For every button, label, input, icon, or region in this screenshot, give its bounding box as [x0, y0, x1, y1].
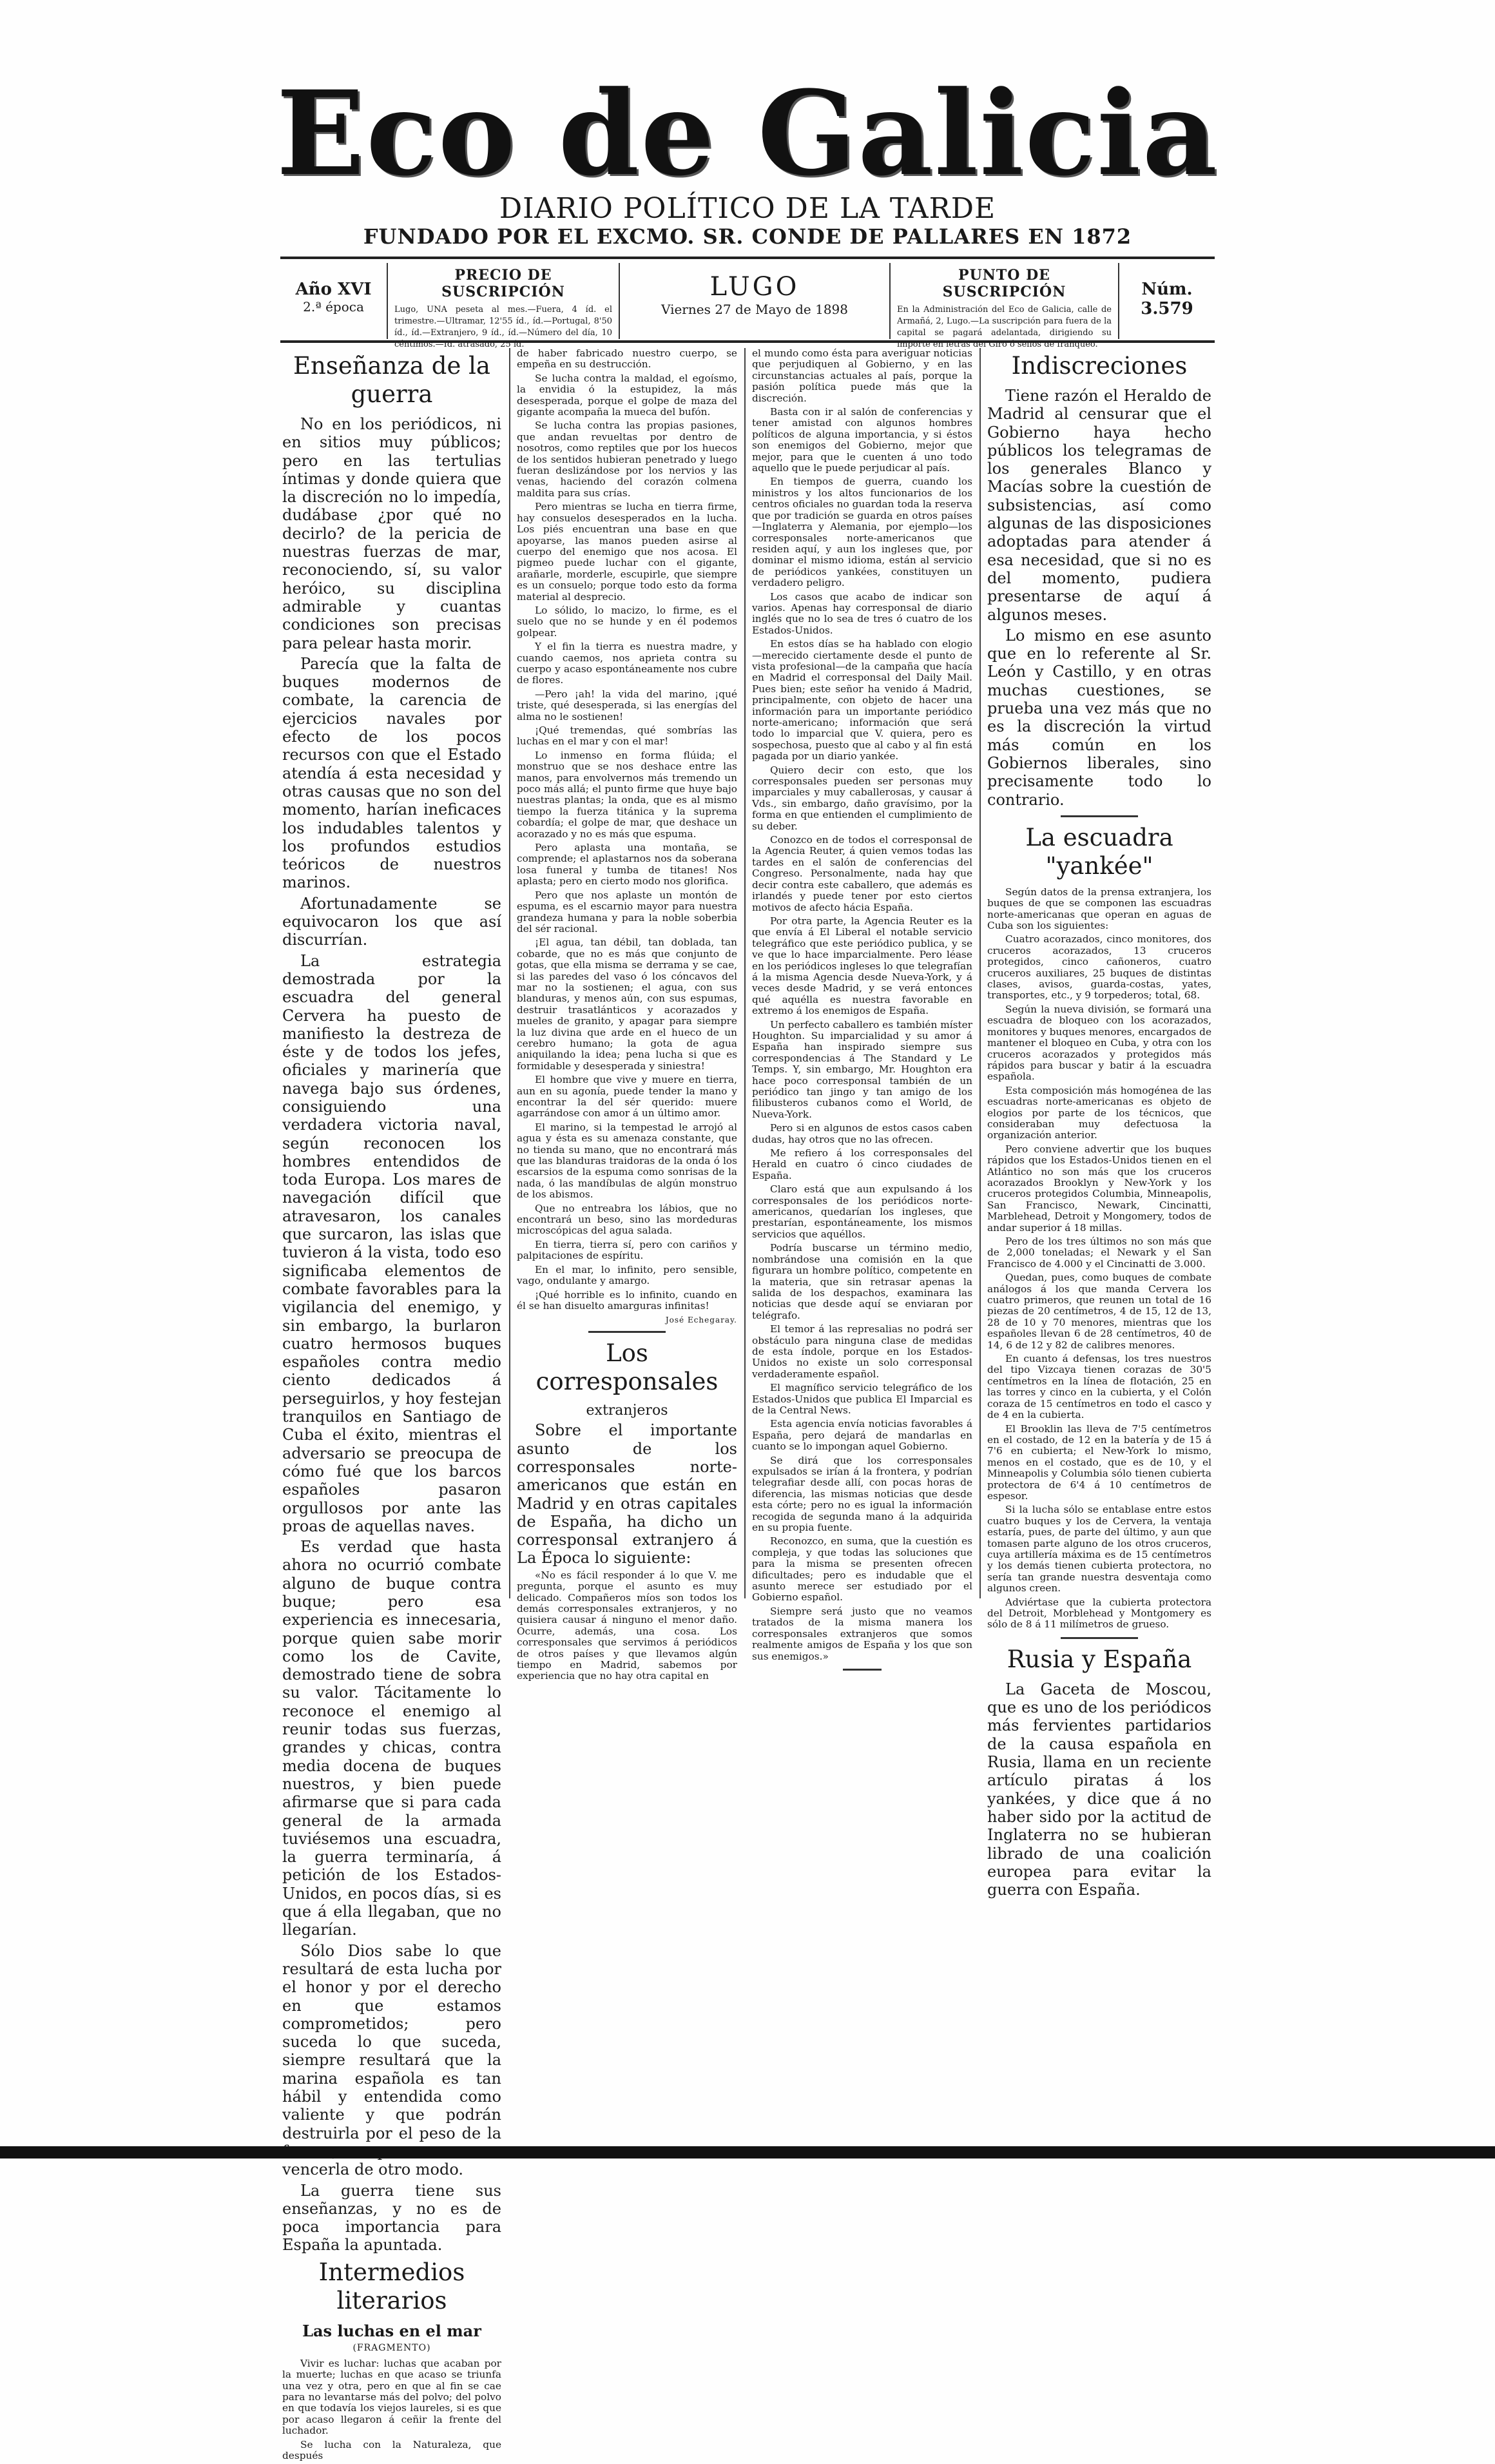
column-divider	[509, 348, 510, 1598]
paragraph: Lo inmenso en forma flúida; el monstruo que se nos deshace entre las manos, para envolvernos más tremendo un poco más allá; el punto firme que huye bajo nuestras plantas; la onda, que es al mismo tiempo la fuerza titánica y la suprema cobardía; el golpe de mar, que deshace un acorazado y no es más que espuma.	[517, 749, 737, 840]
paragraph: Y el fin la tierra es nuestra madre, y cuando caemos, nos aprieta contra su cuerpo y acaso espontáneamente nos cubre de flores.	[517, 641, 737, 686]
year-cell	[280, 263, 387, 339]
paragraph: Esta composición más homogénea de las escuadras norte-americanas es objeto de elogios por parte de los técnicos, que consideraban muy defectuosa la organización anterior.	[987, 1084, 1211, 1141]
info-bar	[280, 263, 1215, 349]
paragraph: «No es fácil responder á lo que V. me pregunta, porque el asunto es muy delicado. Compañeros míos son todos los demás corresponsales extranjeros, y no quisiera causar á ninguno el menor daño. Ocurre, además, una cosa. Los corresponsales que servimos á periódicos de otros países y que llevamos algún tiempo en Madrid, sabemos por experiencia que no hay otra capital en	[517, 1569, 737, 1682]
paragraph: Podría buscarse un término medio, nombrándose una comisión en la que figurara un hombre político, competente en la materia, que sin retrasar apenas la salida de los despachos, examinara las noticias que desde aquí se enviaran por telégrafo.	[752, 1242, 972, 1321]
separator-rule	[843, 1669, 882, 1671]
separator-rule	[588, 1331, 666, 1333]
paragraph: El marino, si la tempestad le arrojó al agua y ésta es su amenaza constante, que no tienda su mano, que no encontrará más que las blanduras traidoras de la onda ó los escarsios de la espuma como sonrisas de la nada, ó las mandíbulas de algún monstruo de los abismos.	[517, 1121, 737, 1201]
price-heading: PRECIO DE SUSCRIPCIÓN	[441, 267, 565, 300]
paragraph: Sobre el importante asunto de los corresponsales norte-americanos que están en Madrid y en otras capitales de España, ha dicho un corresponsal extranjero á La Época lo siguiente:	[517, 1421, 737, 1567]
paragraph: Se lucha contra la maldad, el egoísmo, la envidia ó la estupidez, la más desesperada, porque el golpe de maza del gigante acompaña la mueca del bufón.	[517, 372, 737, 418]
column-divider	[979, 348, 981, 1598]
paragraph: Por otra parte, la Agencia Reuter es la que envía á El Liberal el notable servicio telegráfico que este periódico publica, y se ve que lo hace imparcialmente. Pero léase en los periódicos ingleses lo que telegrafían á la misma Agencia desde Nueva-York, y á veces desde Madrid, y se verá entonces qué aquélla es nuestra favorable en extremo á los enemigos de España.	[752, 915, 972, 1017]
paragraph: El magnífico servicio telegráfico de los Estados-Unidos que publica El Imparcial es de la Central News.	[752, 1382, 972, 1416]
paragraph: Lo sólido, lo macizo, lo firme, es el suelo que no se hunde y en él podemos golpear.	[517, 604, 737, 639]
newspaper-title: Eco de Galicia	[276, 66, 1219, 202]
column-3	[752, 348, 972, 1677]
paragraph: En estos días se ha hablado con elogio—merecido ciertamente desde el punto de vista profesional—de la campaña que hacía en Madrid el corresponsal del Daily Mail. Pues bien; este señor ha venido á Madrid, principalmente, con objeto de hacer una información para un importante periódico norte-americano; información que será todo lo imparcial que V. quiera, pero es sospechosa, puesto que al cabo y al fin está pagada por un diario yankée.	[752, 638, 972, 762]
scan-bottom-edge	[0, 2146, 1495, 2158]
paragraph: Se dirá que los corresponsales expulsados se irían á la frontera, y podrían telegrafiar desde allí, con pocas horas de diferencia, las mismas noticias que desde esta córte; pero no es igual la información recogida de segunda mano á la adquirida en su propia fuente.	[752, 1454, 972, 1534]
header-rule-bottom	[280, 340, 1215, 343]
paragraph: Afortunadamente se equivocaron los que así discurrían.	[282, 894, 501, 949]
article-heading: Intermedios literarios	[318, 2258, 465, 2314]
paragraph: En cuanto á defensas, los tres nuestros del tipo Vizcaya tienen corazas de 30'5 centímetros en la línea de flotación, 25 en las torres y cinco en la cubierta, y el Colón coraza de 15 centímetros en todo el casco y de 4 en la cubierta.	[987, 1353, 1211, 1421]
point-body: En la Administración del Eco de Galicia, calle de Armañá, 2, Lugo.—La suscripción para fuera de la capital se pagará adelantada, dirigiendo su importe en letras del Giro ó sellos de franqueo.	[897, 305, 1112, 349]
paragraph: Claro está que aun expulsando á los corresponsales de los periódicos norte-americanos, quedarían los ingleses, que prestarían, espontáneamente, los mismos servicios que aquéllos.	[752, 1183, 972, 1240]
paragraph: Lo mismo en ese asunto que en lo referente al Sr. León y Castillo, y en otras muchas cuestiones, se prueba una vez más que no es la discreción la virtud más común en los Gobiernos liberales, sino precisamente todo lo contrario.	[987, 626, 1211, 809]
paragraph: Pero aplasta una montaña, se comprende; el aplastarnos nos da soberana losa funeral y tumba de titanes! Nos aplasta; pero en cierto modo nos glorifica.	[517, 842, 737, 888]
year-label: Año XVI	[295, 280, 372, 299]
paragraph: La guerra tiene sus enseñanzas, y no es de poca importancia para España la apuntada.	[282, 2181, 501, 2255]
paragraph: Pero de los tres últimos no son más que de 2,000 toneladas; el Newark y el San Francisco de 4.000 y el Cincinatti de 3.000.	[987, 1236, 1211, 1270]
city-label: LUGO	[709, 272, 800, 302]
column-2	[517, 348, 737, 1685]
paragraph: el mundo como ésta para averiguar noticias que perjudiquen al Gobierno, y en las circunstancias actuales al país, porque la pasión política puede más que la discreción.	[752, 347, 972, 404]
article-heading: La escuadra "yankée"	[1025, 823, 1173, 880]
paragraph: Quiero decir con esto, que los corresponsales pueden ser personas muy imparciales y muy caballerosas, y causar á Vds., sin embargo, daño gravísimo, por la forma en que entienden el cumplimiento de su deber.	[752, 764, 972, 832]
article-heading: Rusia y España	[1007, 1645, 1192, 1673]
paragraph: Pero mientras se lucha en tierra firme, hay consuelos desesperados en la lucha. Los piés encuentran una base en que apoyarse, las manos pueden asirse al cuerpo del enemigo que nos acosa. El pigmeo puede luchar con el gigante, arañarle, morderle, escupirle, que siempre es un consuelo; porque todo esto da forma material al desprecio.	[517, 501, 737, 603]
issue-number: Núm. 3.579	[1141, 280, 1193, 318]
paragraph: El Brooklin las lleva de 7'5 centímetros en el costado, de 12 en la batería y de 15 á 7'6 en cubierta; el New-York lo mismo, menos en el costado, que es de 10, y el Minneapolis y Columbia sólo tienen cubierta protectora de 6'4 á 10 centímetros de espesor.	[987, 1422, 1211, 1502]
city-date-cell	[619, 263, 889, 339]
paragraph: Se lucha contra las propias pasiones, que andan revueltas por dentro de nosotros, como reptiles que por los huecos de los sentidos hubieran penetrado y luego fueran deslizándose por los nervios y las venas, haciendo del corazón colmena maldita para sus crías.	[517, 420, 737, 499]
price-cell	[387, 263, 619, 349]
article-subheading: extranjeros	[586, 1402, 668, 1419]
paragraph: Conozco en de todos el corresponsal de la Agencia Reuter, á quien vemos todas las tardes en el salón de conferencias del Congreso. Personalmente, nada hay que decir contra este caballero, que además es irlandés y puede tener por esto ciertos motivos de afecto hácia España.	[752, 834, 972, 913]
paragraph: Pero que nos aplaste un montón de espuma, es el escarnio mayor para nuestra grandeza humana y para la noble soberbia del sér racional.	[517, 889, 737, 935]
paragraph: La estrategia demostrada por la escuadra del general Cervera ha puesto de manifiesto la destreza de éste y de todos los jefes, oficiales y marinería que navega bajo sus órdenes, consiguiendo una verdadera victoria naval, según reconocen los hombres entendidos de toda Europa. Los mares de navegación difícil que atravesaron, los canales que surcaron, las islas que tuvieron á la vista, todo eso significaba elementos de combate favorables para la vigilancia del enemigo, y sin embargo, la burlaron cuatro hermosos buques españoles contra medio ciento dedicados á perseguirlos, y hoy festejan tranquilos en Santiago de Cuba el éxito, mientras el adversario se preocupa de cómo fué que los barcos españoles pasaron orgullosos por ante las proas de aquellas naves.	[282, 951, 501, 1535]
newspaper-subtitle: DIARIO POLÍTICO DE LA TARDE	[499, 192, 996, 225]
paragraph: El temor á las represalias no podrá ser obstáculo para ninguna clase de medidas de esta índole, porque en los Estados-Unidos no existe un solo corresponsal verdaderamente español.	[752, 1323, 972, 1380]
subscription-point-cell	[889, 263, 1118, 349]
paragraph: Cuatro acorazados, cinco monitores, dos cruceros acorazados, 13 cruceros protegidos, cinco cañoneros, cuatro cruceros auxiliares, 25 buques de distintas clases, avisos, guarda-costas, yates, transportes, etc., y 9 torpederos; total, 68.	[987, 933, 1211, 1002]
paragraph: Según datos de la prensa extranjera, los buques de que se componen las escuadras norte-americanas que operan en aguas de Cuba son los siguientes:	[987, 886, 1211, 932]
number-cell	[1118, 263, 1215, 339]
paragraph: Se lucha con la Naturaleza, que después	[282, 2438, 501, 2461]
paragraph: Adviértase que la cubierta protectora del Detroit, Morblehead y Montgomery es sólo de 8 á 11 milímetros de grueso.	[987, 1596, 1211, 1631]
founded-line: FUNDADO POR EL EXCMO. SR. CONDE DE PALLARES EN 1872	[363, 224, 1132, 249]
paragraph: Parecía que la falta de buques modernos de combate, la carencia de ejercicios navales por efecto de los pocos recursos con que el Estado atendía á esta necesidad y otras causas que no son del momento, harían ineficaces los indudables talentos y los profundos estudios teóricos de nuestros marinos.	[282, 654, 501, 892]
paragraph: Tiene razón el Heraldo de Madrid al censurar que el Gobierno haya hecho públicos los telegramas de los generales Blanco y Macías sobre la cuestión de subsistencias, así como algunas de las disposiciones adoptadas para atender á esa necesidad, que si no es del momento, pudiera presentarse de aquí á algunos meses.	[987, 387, 1211, 624]
header-rule-top	[280, 257, 1215, 259]
column-divider	[744, 348, 746, 1598]
paragraph: Pero si en algunos de estos casos caben dudas, hay otros que no las ofrecen.	[752, 1122, 972, 1145]
paragraph: ¡El agua, tan débil, tan doblada, tan cobarde, que no es más que conjunto de gotas, que ella misma se derrama y se cae, si las paredes del vaso ó los cóncavos del mar no la sostienen; el agua, con sus blanduras, y menos aún, con sus espumas, destruir trasatlánticos y acorazados y mueles de granito, y apagar para siempre la luz divina que arde en el hueco de un cerebro humano; la gota de agua aniquilando la idea; pena lucha si que es formidable y desesperada y siniestra!	[517, 936, 737, 1072]
paragraph: Siempre será justo que no veamos tratados de la misma manera los corresponsales extranjeros que somos realmente amigos de España y los que son sus enemigos.»	[752, 1605, 972, 1662]
paragraph: Quedan, pues, como buques de combate análogos á los que manda Cervera los cuatro primeros, que reunen un total de 16 piezas de 20 centímetros, 4 de 15, 12 de 13, 28 de 10 y 70 menores, mientras que los españoles llevan 6 de 28 centímetros, 40 de 14, 6 de 12 y 82 de calibres menores.	[987, 1272, 1211, 1351]
paragraph: La Gaceta de Moscou, que es uno de los periódicos más fervientes partidarios de la causa española en Rusia, llama en un reciente artículo piratas á los yankées, y dice que á no haber sido por la actitud de Inglaterra no se hubieran librado de una coalición europea para evitar la guerra con España.	[987, 1680, 1211, 1899]
paragraph: Según la nueva división, se formará una escuadra de bloqueo con los acorazados, monitores y buques menores, encargados de mantener el bloqueo en Cuba, y otra con los cruceros acorazados y protegidos más rápidos para buscar y batir á la escuadra española.	[987, 1003, 1211, 1083]
paragraph: ¡Qué tremendas, qué sombrías las luchas en el mar y con el mar!	[517, 724, 737, 748]
paragraph: Reconozco, en suma, que la cuestión es compleja, y que todas las soluciones que para la misma se presenten ofrecen dificultades; pero es indudable que el asunto merece ser estudiado por el Gobierno español.	[752, 1535, 972, 1604]
paragraph: Esta agencia envía noticias favorables á España, pero dejará de mandarlas en cuanto se lo impongan aquel Gobierno.	[752, 1418, 972, 1453]
price-body: Lugo, UNA peseta al mes.—Fuera, 4 íd. el trimestre.—Ultramar, 12'55 íd., íd.—Portugal, 8'50 íd., íd.—Extranjero, 9 íd., íd.—Número del día, 10 céntimos.—Id. atrasado, 25 íd.	[394, 305, 612, 349]
paragraph: —Pero ¡ah! la vida del marino, ¡qué triste, qué desesperada, si las energías del alma no le sostienen!	[517, 688, 737, 723]
paragraph: Me refiero á los corresponsales del Herald en cuatro ó cinco ciudades de España.	[752, 1147, 972, 1181]
paragraph: de haber fabricado nuestro cuerpo, se empeña en su destrucción.	[517, 347, 737, 371]
author-signature: José Echegaray.	[665, 1315, 737, 1325]
paragraph: ¡Qué horrible es lo infinito, cuando en él se han disuelto amarguras infinitas!	[517, 1288, 737, 1312]
paragraph: Sólo Dios sabe lo que resultará de esta lucha por el honor y por el derecho en que estamos comprometidos; pero suceda lo que suceda, siempre resultará que la marina española es tan hábil y entendida como valiente y que podrán destruirla por el peso de la vencerla de otro modo.	[282, 1941, 501, 2179]
article-subheading: Las luchas en el mar	[302, 2321, 481, 2340]
paragraph: En tiempos de guerra, cuando los ministros y los altos funcionarios de los centros oficiales no guardan toda la reserva que por tradición se guarda en otros países—Inglaterra y Alemania, por ejemplo—los corresponsales norte-americanos que residen aquí, y aun los ingleses que, por dominar el mismo idioma, están al servicio de periódicos yankées, constituyen un verdadero peligro.	[752, 476, 972, 589]
paragraph: El hombre que vive y muere en tierra, aun en su agonía, puede tender la mano y encontrar la del sér querido: muere agarrándose con amor á un último amor.	[517, 1074, 737, 1120]
epoch-label: 2.ª época	[303, 299, 364, 315]
paragraph: Vivir es luchar: luchas que acaban por la muerte; luchas en que acaso se triunfa una vez y otra, pero en que al fin se cae para no levantarse más del polvo; del polvo en que todavía los viejos laureles, si es que por acaso llegaron á ceñir la frente del luchador.	[282, 2357, 501, 2437]
paragraph: Los casos que acabo de indicar son varios. Apenas hay corresponsal de diario inglés que no lo sea de tres ó cuatro de los Estados-Unidos.	[752, 590, 972, 636]
paragraph: Es verdad que hasta ahora no ocurrió combate alguno de buque contra buque; pero esa experiencia es innecesaria, porque quien sabe morir como los de Cavite, demostrado tiene de sobra su valor. Tácitamente lo reconoce el enemigo al reunir todas sus fuerzas, grandes y chicas, contra media docena de buques nuestros, y bien puede afirmarse que si para cada general de la armada tuviésemos una escuadra, la guerra terminaría, á petición de los Estados-Unidos, en pocos días, si es que á ella llegaban, que no llegarían.	[282, 1538, 501, 1939]
article-heading: Los corresponsales	[535, 1339, 719, 1396]
point-heading: PUNTO DE SUSCRIPCIÓN	[942, 267, 1066, 300]
paragraph: Pero conviene advertir que los buques rápidos que los Estados-Unidos tienen en el Atlántico no son más que los cruceros acorazados Brooklyn y New-York y los cruceros protegidos Columbia, Minneapolis, San Francisco, Newark, Cincinatti, Marblehead, Detroit y Mongomery, todos de andar superior á 18 millas.	[987, 1143, 1211, 1234]
paragraph: En tierra, tierra sí, pero con cariños y palpitaciones de espíritu.	[517, 1238, 737, 1262]
separator-rule	[1061, 1637, 1138, 1639]
paragraph: No en los periódicos, ni en sitios muy públicos; pero en las tertulias íntimas y donde quiera que la discreción no lo impedía, dudábase ¿por qué no decirlo? de la pericia de nuestras fuerzas de mar, reconociendo, sí, su valor heróico, su disciplina admirable y cuantas condiciones son precisas para pelear hasta morir.	[282, 415, 501, 652]
paragraph: Si la lucha sólo se entablase entre estos cuatro buques y los de Cervera, la ventaja estaría, pues, de parte del último, y aun que tomasen parte alguno de los otros cruceros, cuya artillería máxima es de 15 centímetros y los demás tienen cubierta protectora, no sería tan grande nuestra desventaja como algunos creen.	[987, 1504, 1211, 1595]
paragraph: Un perfecto caballero es también míster Houghton. Su imparcialidad y su amor á España han inspirado siempre sus correspondencias á The Standard y Le Temps. Y, sin embargo, Mr. Houghton era hace poco corresponsal también de un periódico tan jingo y tan amigo de los filibusteros cubanos como el World, de Nueva-York.	[752, 1018, 972, 1120]
article-tag: (FRAGMENTO)	[352, 2342, 431, 2353]
article-heading: Indiscreciones	[1011, 352, 1188, 380]
paragraph: Basta con ir al salón de conferencias y tener amistad con algunos hombres políticos de alguna importancia, y si éstos son enemigos del Gobierno, mejor que mejor, para que le cuenten á uno todo aquello que le puede perjudicar al país.	[752, 406, 972, 474]
article-heading: Enseñanza de la guerra	[293, 352, 490, 408]
paragraph: En el mar, lo infinito, pero sensible, vago, ondulante y amargo.	[517, 1263, 737, 1287]
issue-date: Viernes 27 de Mayo de 1898	[661, 302, 849, 317]
separator-rule	[1061, 815, 1138, 817]
column-4	[987, 348, 1211, 1901]
paragraph: Que no entreabra los lábios, que no encontrará un beso, sino las mordeduras microscópicas del agua salada.	[517, 1202, 737, 1237]
